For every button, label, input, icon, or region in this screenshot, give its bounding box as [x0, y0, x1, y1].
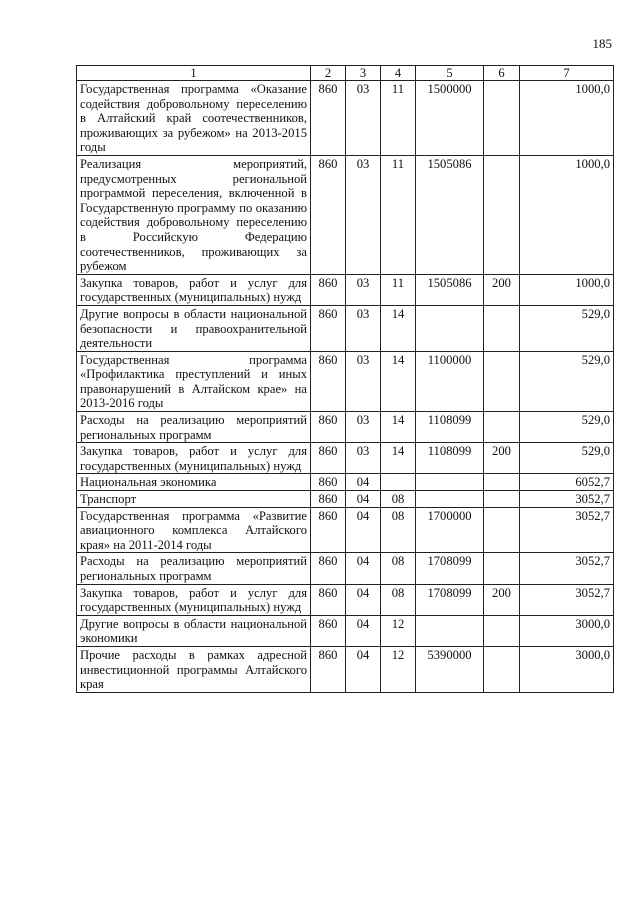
item-name: Национальная экономика [77, 474, 311, 491]
amount: 529,0 [520, 443, 614, 474]
table-row [77, 274, 614, 305]
expense-type-code: 200 [484, 443, 520, 474]
amount: 1000,0 [520, 274, 614, 305]
section-code: 03 [346, 412, 381, 443]
subsection-code: 08 [381, 553, 416, 584]
ministry-code: 860 [311, 507, 346, 553]
amount: 3000,0 [520, 615, 614, 646]
amount: 1000,0 [520, 155, 614, 274]
table-row [77, 474, 614, 491]
subsection-code: 14 [381, 412, 416, 443]
item-name: Расходы на реализацию мероприятий региональных программ [77, 412, 311, 443]
table-row [77, 443, 614, 474]
amount: 1000,0 [520, 81, 614, 156]
expense-type-code [484, 491, 520, 508]
subsection-code: 12 [381, 646, 416, 692]
section-code: 03 [346, 305, 381, 351]
expense-type-code [484, 412, 520, 443]
item-name: Транспорт [77, 491, 311, 508]
header-col-7: 7 [520, 66, 614, 81]
subsection-code: 08 [381, 491, 416, 508]
expense-type-code [484, 474, 520, 491]
target-article-code: 1708099 [416, 553, 484, 584]
subsection-code: 11 [381, 81, 416, 156]
target-article-code: 1100000 [416, 351, 484, 411]
expense-type-code [484, 507, 520, 553]
section-code: 03 [346, 155, 381, 274]
item-name: Прочие расходы в рамках адресной инвестиционной программы Алтайского края [77, 646, 311, 692]
subsection-code: 08 [381, 507, 416, 553]
target-article-code [416, 615, 484, 646]
header-col-6: 6 [484, 66, 520, 81]
expense-type-code: 200 [484, 584, 520, 615]
target-article-code: 5390000 [416, 646, 484, 692]
item-name: Реализация мероприятий, предусмотренных региональной программой переселения, включенной в Государственную программу по оказанию содействия добровольному переселению в Российскую Федерацию соотечественников, проживающих за рубежом [77, 155, 311, 274]
ministry-code: 860 [311, 412, 346, 443]
target-article-code: 1108099 [416, 443, 484, 474]
subsection-code: 14 [381, 443, 416, 474]
table-row [77, 507, 614, 553]
item-name: Другие вопросы в области национальной безопасности и правоохранительной деятельности [77, 305, 311, 351]
item-name: Закупка товаров, работ и услуг для государственных (муниципальных) нужд [77, 443, 311, 474]
item-name: Государственная программа «Оказание содействия добровольному переселению в Алтайский край соотечественников, проживающих за рубежом» на 2013-2015 годы [77, 81, 311, 156]
subsection-code [381, 474, 416, 491]
expense-type-code [484, 81, 520, 156]
target-article-code: 1700000 [416, 507, 484, 553]
amount: 529,0 [520, 412, 614, 443]
section-code: 04 [346, 646, 381, 692]
section-code: 04 [346, 491, 381, 508]
ministry-code: 860 [311, 615, 346, 646]
section-code: 03 [346, 351, 381, 411]
expense-type-code [484, 553, 520, 584]
ministry-code: 860 [311, 274, 346, 305]
target-article-code [416, 305, 484, 351]
ministry-code: 860 [311, 351, 346, 411]
ministry-code: 860 [311, 584, 346, 615]
amount: 529,0 [520, 351, 614, 411]
amount: 3052,7 [520, 491, 614, 508]
table-row [77, 646, 614, 692]
table-row [77, 81, 614, 156]
amount: 3052,7 [520, 553, 614, 584]
amount: 3000,0 [520, 646, 614, 692]
table-row [77, 412, 614, 443]
expense-type-code [484, 351, 520, 411]
amount: 3052,7 [520, 584, 614, 615]
section-code: 03 [346, 81, 381, 156]
section-code: 04 [346, 584, 381, 615]
section-code: 04 [346, 474, 381, 491]
item-name: Государственная программа «Развитие авиационного комплекса Алтайского края» на 2011-2014 годы [77, 507, 311, 553]
subsection-code: 14 [381, 351, 416, 411]
item-name: Другие вопросы в области национальной экономики [77, 615, 311, 646]
expense-type-code [484, 646, 520, 692]
target-article-code: 1505086 [416, 274, 484, 305]
section-code: 04 [346, 615, 381, 646]
target-article-code: 1708099 [416, 584, 484, 615]
item-name: Закупка товаров, работ и услуг для государственных (муниципальных) нужд [77, 274, 311, 305]
ministry-code: 860 [311, 443, 346, 474]
table-row [77, 553, 614, 584]
table-row [77, 351, 614, 411]
target-article-code [416, 491, 484, 508]
item-name: Закупка товаров, работ и услуг для государственных (муниципальных) нужд [77, 584, 311, 615]
page-number: 185 [592, 36, 612, 51]
section-code: 04 [346, 507, 381, 553]
amount: 6052,7 [520, 474, 614, 491]
subsection-code: 14 [381, 305, 416, 351]
subsection-code: 11 [381, 155, 416, 274]
expense-type-code [484, 615, 520, 646]
ministry-code: 860 [311, 474, 346, 491]
expense-type-code [484, 305, 520, 351]
ministry-code: 860 [311, 155, 346, 274]
header-col-4: 4 [381, 66, 416, 81]
table-row [77, 155, 614, 274]
target-article-code: 1500000 [416, 81, 484, 156]
expense-type-code: 200 [484, 274, 520, 305]
item-name: Расходы на реализацию мероприятий региональных программ [77, 553, 311, 584]
header-col-3: 3 [346, 66, 381, 81]
subsection-code: 12 [381, 615, 416, 646]
target-article-code: 1505086 [416, 155, 484, 274]
ministry-code: 860 [311, 646, 346, 692]
ministry-code: 860 [311, 81, 346, 156]
header-row [77, 66, 614, 81]
ministry-code: 860 [311, 491, 346, 508]
table-row [77, 615, 614, 646]
table-row [77, 305, 614, 351]
ministry-code: 860 [311, 553, 346, 584]
header-col-2: 2 [311, 66, 346, 81]
table-row [77, 491, 614, 508]
table-row [77, 584, 614, 615]
budget-table [76, 65, 614, 693]
amount: 529,0 [520, 305, 614, 351]
item-name: Государственная программа «Профилактика преступлений и иных правонарушений в Алтайском крае» на 2013-2016 годы [77, 351, 311, 411]
section-code: 04 [346, 553, 381, 584]
target-article-code [416, 474, 484, 491]
section-code: 03 [346, 274, 381, 305]
subsection-code: 11 [381, 274, 416, 305]
subsection-code: 08 [381, 584, 416, 615]
ministry-code: 860 [311, 305, 346, 351]
expense-type-code [484, 155, 520, 274]
amount: 3052,7 [520, 507, 614, 553]
header-col-5: 5 [416, 66, 484, 81]
header-col-1: 1 [77, 66, 311, 81]
target-article-code: 1108099 [416, 412, 484, 443]
section-code: 03 [346, 443, 381, 474]
